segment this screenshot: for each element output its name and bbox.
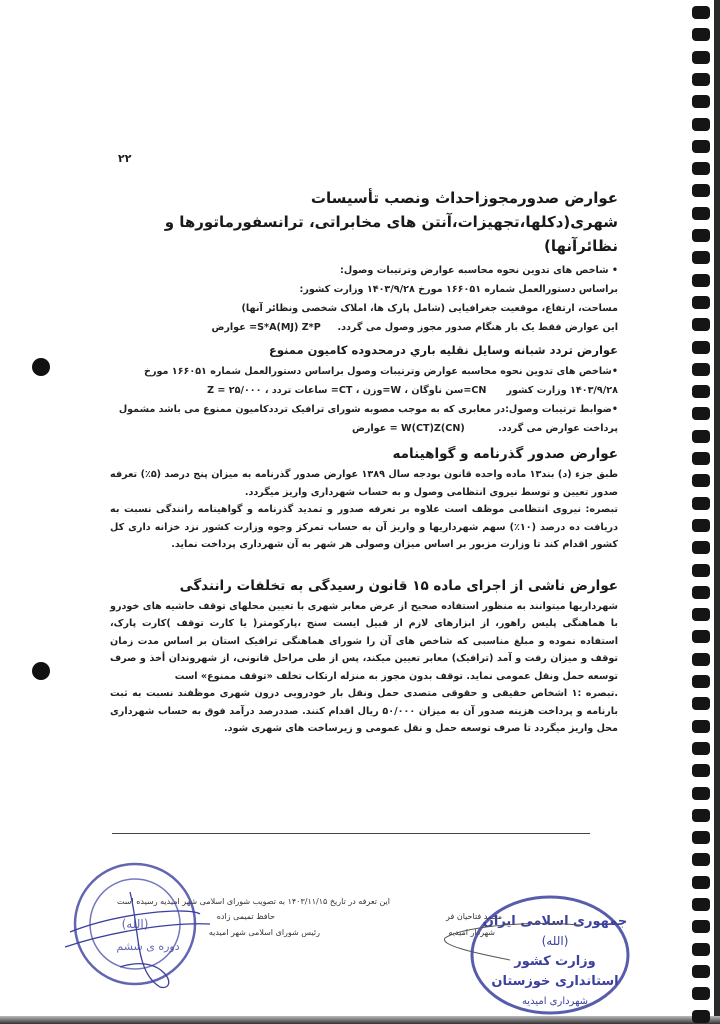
binding-ring bbox=[692, 274, 710, 287]
binding-ring bbox=[692, 474, 710, 487]
binding-ring bbox=[692, 385, 710, 398]
text-line: •شاخص های تدوین نحوه محاسبه عوارض وترتیبات وصول براساس دستورالعمل شماره ۱۶۶۰۵۱ مورخ bbox=[144, 366, 618, 377]
svg-text:(الله): (الله) bbox=[121, 917, 149, 931]
binding-ring bbox=[692, 318, 710, 331]
binding-ring bbox=[692, 608, 710, 621]
section-title: عوارض ناشی از اجرای ماده ۱۵ قانون رسیدگی به تخلفات رانندگی bbox=[179, 577, 618, 594]
binding-ring bbox=[692, 720, 710, 733]
variables: CN=سن ناوگان ، W=وزن ، CT= ساعات تردد ، Z = ۲۵/۰۰۰ bbox=[207, 385, 487, 396]
svg-text:شهرداری امیدیه: شهرداری امیدیه bbox=[521, 996, 589, 1007]
svg-text:دوره ی ششم: دوره ی ششم bbox=[116, 940, 180, 953]
binding-ring bbox=[692, 296, 710, 309]
binding-ring bbox=[692, 251, 710, 264]
text-date: ۱۴۰۳/۹/۲۸ وزارت کشور bbox=[506, 385, 618, 396]
section-installations bbox=[110, 186, 618, 337]
binding-ring bbox=[692, 207, 710, 220]
binding-ring bbox=[692, 452, 710, 465]
binding-ring bbox=[692, 229, 710, 242]
binding-ring bbox=[692, 586, 710, 599]
binding-ring bbox=[692, 140, 710, 153]
binding-ring bbox=[692, 653, 710, 666]
municipality-stamp bbox=[440, 880, 640, 1020]
document-body bbox=[110, 186, 618, 738]
binding-ring bbox=[692, 809, 710, 822]
formula: S*A(MJ) Z*P bbox=[257, 322, 321, 333]
svg-text:جمهوری اسلامی ایران: جمهوری اسلامی ایران bbox=[482, 914, 628, 929]
binding-ring bbox=[692, 630, 710, 643]
binding-ring bbox=[692, 787, 710, 800]
binding-ring bbox=[692, 430, 710, 443]
binding-ring bbox=[692, 831, 710, 844]
text-line: •ضوابط ترتیبات وصول:در معابری که به موجب مصوبه شورای ترافیک ترددکامیون ممنوع می باشد مشمول bbox=[118, 404, 618, 415]
council-head-title: رئیس شورای اسلامی شهر امیدیه bbox=[208, 928, 320, 937]
text-line: براساس دستورالعمل شماره ۱۶۶۰۵۱ مورخ ۱۴۰۳/۹/۲۸ وزارت کشور: bbox=[299, 284, 618, 295]
binding-ring bbox=[692, 853, 710, 866]
binding-ring bbox=[692, 95, 710, 108]
formula-suffix: = عوارض bbox=[211, 322, 258, 333]
binding-ring bbox=[692, 943, 710, 956]
approval-note: این تعرفه در تاریخ ۱۴۰۳/۱۱/۱۵ به تصویب شورای اسلامی شهر امیدیه رسیده است bbox=[116, 897, 390, 906]
binding-ring bbox=[692, 407, 710, 420]
binding-ring bbox=[692, 519, 710, 532]
binding-ring bbox=[692, 697, 710, 710]
binding-ring bbox=[692, 876, 710, 889]
binding-ring bbox=[692, 118, 710, 131]
binding-ring bbox=[692, 51, 710, 64]
council-head-name: حافظ تمیمی زاده bbox=[216, 912, 275, 921]
binding-ring bbox=[692, 73, 710, 86]
punch-hole bbox=[32, 358, 50, 376]
binding-ring bbox=[692, 965, 710, 978]
section-title: عوارض صدور گذرنامه و گواهینامه bbox=[392, 446, 618, 462]
formula-line bbox=[110, 318, 618, 337]
binding-ring bbox=[692, 341, 710, 354]
text-line: مساحت، ارتفاع، موقعیت جغرافیایی (شامل پارک ها، املاک شخصی ونظائر آنها) bbox=[241, 303, 618, 314]
binding-ring bbox=[692, 564, 710, 577]
divider bbox=[112, 833, 590, 834]
section-title: عوارض تردد شبانه وسایل نقلیه باري درمحدوده کامیون ممنوع bbox=[269, 343, 618, 357]
svg-text:(الله): (الله) bbox=[541, 934, 569, 948]
binding-ring bbox=[692, 6, 710, 19]
mayor-title: شهردار امیدیه bbox=[448, 928, 495, 937]
svg-text:وزارت کشور: وزارت کشور bbox=[514, 954, 596, 969]
formula-line bbox=[110, 419, 618, 438]
section-title: عوارض صدورمجوزاحداث ونصب تأسیسات شهری(دکلها،تجهیزات،آنتن های مخابراتی، ترانسفورماتورها و نظائرآنها) bbox=[164, 189, 618, 255]
section-truck-traffic bbox=[110, 340, 618, 438]
binding-ring bbox=[692, 675, 710, 688]
text-line: • شاخص های تدوین نحوه محاسبه عوارض وترتیبات وصول: bbox=[339, 265, 618, 276]
formula: (CN)W(CT)Z = عوارض bbox=[351, 423, 465, 434]
text-line bbox=[110, 381, 618, 400]
section-parking bbox=[110, 576, 618, 738]
page-number: ۲۲ bbox=[118, 152, 132, 165]
binding-ring bbox=[692, 920, 710, 933]
section-passport bbox=[110, 444, 618, 554]
paragraph-note: .تبصره :۱ اشخاص حقیقی و حقوقی متصدی حمل ونقل بار خودرویی درون شهری موظفند نسبت به ثبت بارنامه و پرداخت هزینه صدور آن به میزان ۵۰/۰۰۰ ریال اقدام کنند. صددرصد درآمد فوق به حساب شهرداری محل واریز میگردد تا صرف توسعه حمل و نقل عمومی و زیرساخت های شهری شود. bbox=[110, 688, 618, 734]
binding-ring bbox=[692, 987, 710, 1000]
binding-ring bbox=[692, 28, 710, 41]
council-stamp bbox=[60, 852, 220, 1002]
punch-hole bbox=[32, 662, 50, 680]
binding-ring bbox=[692, 363, 710, 376]
binding-ring bbox=[692, 541, 710, 554]
binding-ring bbox=[692, 764, 710, 777]
binding-ring bbox=[692, 497, 710, 510]
paragraph-note: تبصره: نیروی انتظامی موظف است علاوه بر تعرفه صدور و تمدید گذرنامه و گواهینامه رانندگی نسبت به دریافت ده درصد (۱۰٪) سهم شهرداریها و واریز آن به حساب تمرکز وجوه وزارت کشور نزد خزانه داری کل کشور اقدام کند تا وزارت مزبور بر اساس میزان وصولی هر شهر به آن شهرداری پرداخت نماید. bbox=[110, 504, 618, 550]
binding-ring bbox=[692, 742, 710, 755]
text-line: پرداخت عوارض می گردد. bbox=[498, 423, 618, 434]
binding-ring bbox=[692, 898, 710, 911]
paragraph: شهرداریها میتوانند به منظور استفاده صحیح از عرض معابر شهری با تعیین محلهای توقف حاشیه های خودرو با هماهنگی پلیس راهور، از ابزارهای لازم از قبیل ایست سنج ،پارکومتر( یا کارت توقف )کارت پارک، استفاده نموده و مبلغ مناسبی که شاخص های آن را شورای هماهنگی ترافیک استان بر اساس مدت زمان توقف و میزان رفت و آمد (ترافیک) معابر تعیین میکند، پس از طی مراحل قانونی، از شهروندان أخذ و صرف توسعه حمل ونقل عمومی نماید. توقف بدون مجوز به منزله ارتکاب تخلف «توقف ممنوع» است bbox=[110, 600, 618, 682]
spiral-binding bbox=[692, 0, 712, 1024]
mayor-name: محمد فتاحیان فر bbox=[446, 912, 502, 921]
paragraph: طبق جزء (د) بند۱۳ ماده واحده قانون بودجه سال ۱۳۸۹ عوارض صدور گذرنامه به میزان پنج درصد (۵٪) تعرفه صدور تعیین و توسط نیروی انتظامی وصول و به حساب شهرداری واریز میگردد. bbox=[110, 469, 618, 498]
formula-text: این عوارض فقط یک بار هنگام صدور مجوز وصول می گردد. bbox=[337, 322, 618, 333]
svg-text:استانداری خوزستان: استانداری خوزستان bbox=[491, 974, 619, 989]
page-edge bbox=[714, 0, 720, 1024]
binding-ring bbox=[692, 162, 710, 175]
binding-ring bbox=[692, 184, 710, 197]
binding-ring bbox=[692, 1010, 710, 1023]
